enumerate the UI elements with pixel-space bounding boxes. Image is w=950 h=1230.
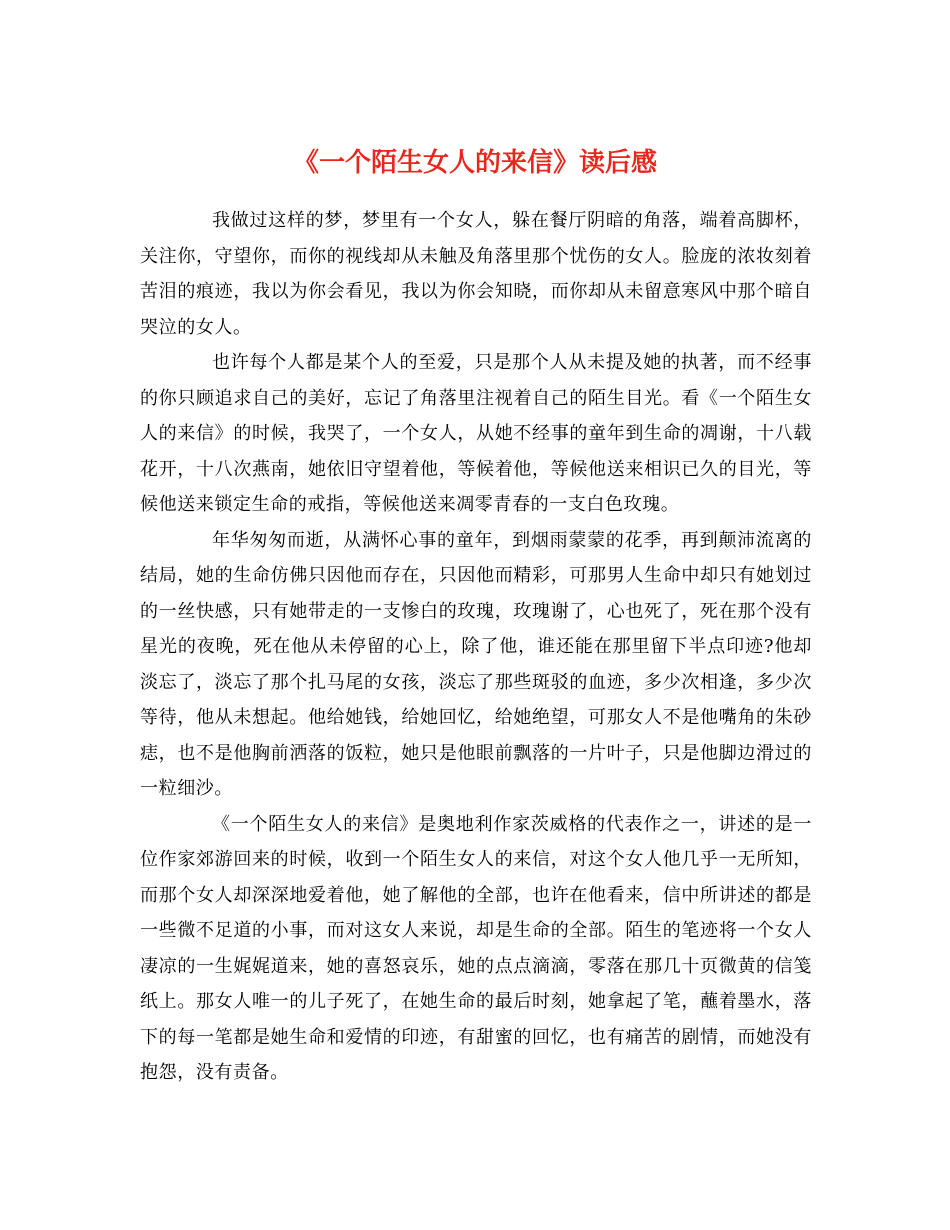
paragraph-4: 《一个陌生女人的来信》是奥地利作家茨威格的代表作之一，讲述的是一位作家郊游回来的时候，收到一个陌生女人的来信，对这个女人他几乎一无所知，而那个女人却深深地爱着他，她了解他的全部，也许在他看来，信中所讲述的都是一些微不足道的小事，而对这女人来说，却是生命的全部。陌生的笔迹将一个女人凄凉的一生娓娓道来，她的喜怒哀乐，她的点点滴滴，零落在那几十页微黄的信笺纸上。那女人唯一的儿子死了，在她生命的最后时刻，她拿起了笔，蘸着墨水，落下的每一笔都是她生命和爱情的印迹，有甜蜜的回忆，也有痛苦的剧情，而她没有抱怨，没有责备。 <box>140 813 812 1083</box>
paragraph-1: 我做过这样的梦，梦里有一个女人，躲在餐厅阴暗的角落，端着高脚杯，关注你，守望你，而你的视线却从未触及角落里那个忧伤的女人。脸庞的浓妆刻着苦泪的痕迹，我以为你会看见，我以为你会知晓，而你却从未留意寒风中那个暗自哭泣的女人。 <box>140 210 812 338</box>
document-body <box>140 203 812 1091</box>
paragraph-3: 年华匆匆而逝，从满怀心事的童年，到烟雨蒙蒙的花季，再到颠沛流离的结局，她的生命仿佛只因他而存在，只因他而精彩，可那男人生命中却只有她划过的一丝快感，只有她带走的一支惨白的玫瑰，玫瑰谢了，心也死了，死在那个没有星光的夜晚，死在他从未停留的心上，除了他，谁还能在那里留下半点印迹?他却淡忘了，淡忘了那个扎马尾的女孩，淡忘了那些斑驳的血迹，多少次相逢，多少次等待，他从未想起。他给她钱，给她回忆，给她绝望，可那女人不是他嘴角的朱砂痣，也不是他胸前洒落的饭粒，她只是他眼前飘落的一片叶子，只是他脚边滑过的一粒细沙。 <box>140 529 812 799</box>
paragraph-2: 也许每个人都是某个人的至爱，只是那个人从未提及她的执著，而不经事的你只顾追求自己的美好，忘记了角落里注视着自己的陌生目光。看《一个陌生女人的来信》的时候，我哭了，一个女人，从她不经事的童年到生命的凋谢，十八载花开，十八次燕南，她依旧守望着他，等候着他，等候他送来相识已久的目光，等候他送来锁定生命的戒指，等候他送来凋零青春的一支白色玫瑰。 <box>140 352 812 515</box>
document-title: 《一个陌生女人的来信》读后感 <box>292 148 657 179</box>
